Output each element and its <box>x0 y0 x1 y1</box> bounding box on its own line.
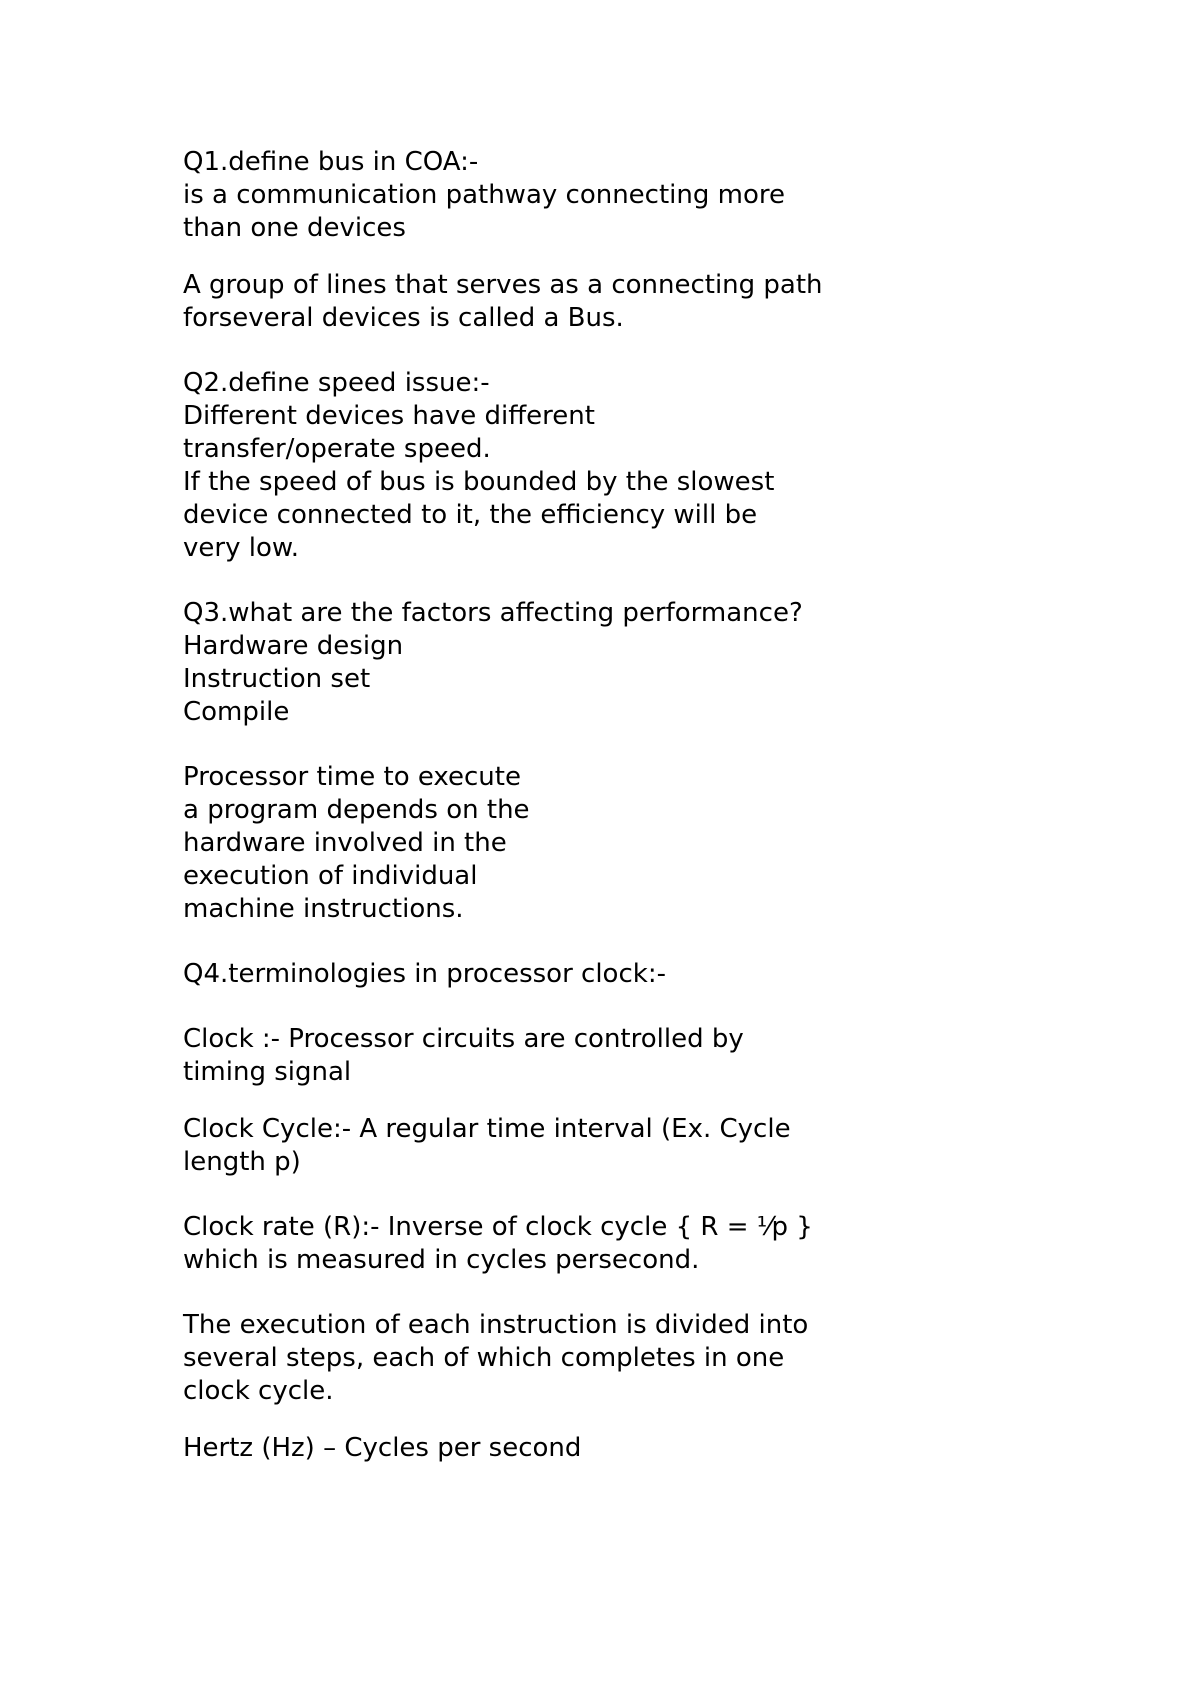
q3-heading: Q3.what are the factors affecting performance? <box>183 598 803 628</box>
q3-answer-line: hardware involved in the <box>183 828 507 858</box>
q2-answer-line: If the speed of bus is bounded by the slowest <box>183 467 775 497</box>
q4-heading: Q4.terminologies in processor clock:- <box>183 959 666 989</box>
q3-answer-line: Instruction set <box>183 664 371 694</box>
q4-answer-line: Clock Cycle:- A regular time interval (Ex. Cycle <box>183 1114 791 1144</box>
q4-answer-line: which is measured in cycles persecond. <box>183 1245 700 1275</box>
q1-answer-line: A group of lines that serves as a connecting path <box>183 270 823 300</box>
q4-answer-line: several steps, each of which completes in one <box>183 1343 785 1373</box>
q3-answer-line: Hardware design <box>183 631 404 661</box>
q4-answer-line: The execution of each instruction is divided into <box>183 1310 809 1340</box>
q1-heading: Q1.define bus in COA:- <box>183 147 479 177</box>
q1-answer-line: forseveral devices is called a Bus. <box>183 303 624 333</box>
q4-answer-line: Clock rate (R):- Inverse of clock cycle { R = ⅟p } <box>183 1212 813 1242</box>
q2-answer-line: Different devices have different <box>183 401 595 431</box>
q2-answer-line: very low. <box>183 533 299 563</box>
q2-answer-line: device connected to it, the efficiency will be <box>183 500 758 530</box>
q2-heading: Q2.define speed issue:- <box>183 368 490 398</box>
q2-answer-line: transfer/operate speed. <box>183 434 491 464</box>
q1-answer-line: than one devices <box>183 213 406 243</box>
q3-answer-line: execution of individual <box>183 861 478 891</box>
q4-answer-line: timing signal <box>183 1057 352 1087</box>
q3-answer-line: Compile <box>183 697 290 727</box>
q4-answer-line: length p) <box>183 1147 301 1177</box>
q3-answer-line: machine instructions. <box>183 894 464 924</box>
q4-answer-line: Hertz (Hz) – Cycles per second <box>183 1433 582 1463</box>
q3-answer-line: a program depends on the <box>183 795 530 825</box>
q1-answer-line: is a communication pathway connecting more <box>183 180 785 210</box>
q4-answer-line: Clock :- Processor circuits are controlled by <box>183 1024 744 1054</box>
q4-answer-line: clock cycle. <box>183 1376 334 1406</box>
q3-answer-line: Processor time to execute <box>183 762 521 792</box>
